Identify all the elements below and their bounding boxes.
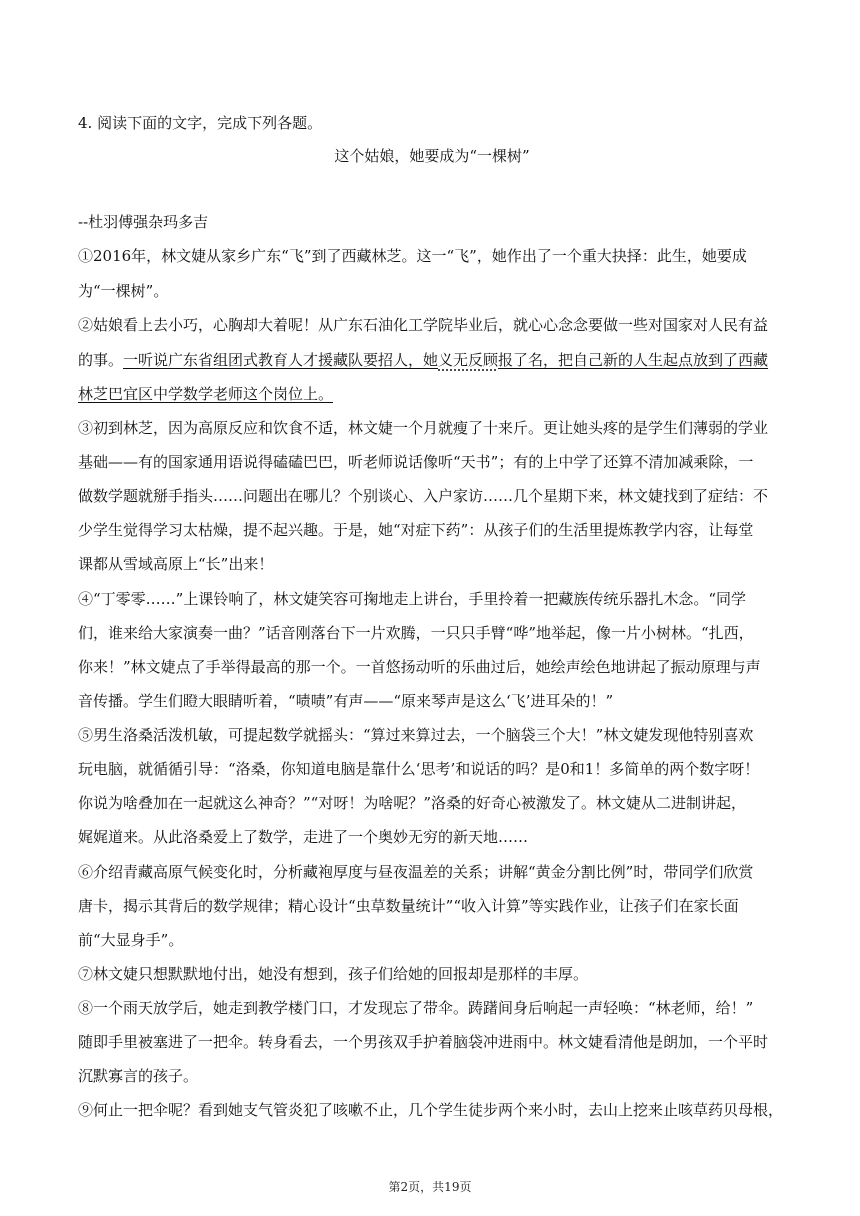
- article-author: --杜羽傅强杂玛多吉: [78, 213, 209, 231]
- paragraph-line: ⑧一个雨天放学后，她走到教学楼门口，才发现忘了带伞。踌躇间身后响起一声轻唤：“林老师，给！”: [78, 999, 754, 1017]
- underlined-text: 一听说广东省组团式教育人才援藏队要招人，她: [123, 351, 439, 369]
- paragraph-line: 玩电脑，就循循引导：“洛桑，你知道电脑是靠什么‘思考’和说话的吗？是0和1！多简单的两个数字呀！: [78, 760, 760, 778]
- paragraph-line: ⑨何止一把伞呢？看到她支气管炎犯了咳嗽不止，几个学生徒步两个来小时，去山上挖来止咳草药贝母根，: [78, 1101, 784, 1119]
- article-title: 这个姑娘，她要成为“一棵树”: [334, 147, 530, 165]
- paragraph-line: 们，谁来给大家演奏一曲？”话音刚落台下一片欢腾，一只只手臂“哗”地举起，像一片小树林。“扎西，: [78, 624, 754, 642]
- paragraph-line: 唐卡，揭示其背后的数学规律；精心设计“虫草数量统计”“收入计算”等实践作业，让孩子们在家长面: [78, 897, 739, 915]
- paragraph-line: 沉默寡言的孩子。: [78, 1067, 199, 1085]
- paragraph-line: ②姑娘看上去小巧，心胸却大着呢！从广东石油化工学院毕业后，就心心念念要做一些对国家对人民有益: [78, 316, 769, 334]
- paragraph-line: 娓娓道来。从此洛桑爱上了数学，走进了一个奥妙无穷的新天地……: [78, 828, 529, 846]
- paragraph-line: ③初到林芝，因为高原反应和饮食不适，林文婕一个月就瘦了十来斤。更让她头疼的是学生们薄弱的学业: [78, 419, 769, 437]
- paragraph-line: ①2016年，林文婕从家乡广东“飞”到了西藏林芝。这一“飞”，她作出了一个重大抉择：此生，她要成: [78, 247, 747, 265]
- paragraph-line: ⑥介绍青藏高原气候变化时，分析藏袍厚度与昼夜温差的关系；讲解“黄金分割比例”时，带同学们欣赏: [78, 863, 754, 881]
- question-heading: 4. 阅读下面的文字，完成下列各题。: [78, 114, 323, 132]
- paragraph-line: 课都从雪域高原上“长”出来！: [78, 555, 274, 573]
- paragraph-line: 你说为啥叠加在一起就这么神奇？”“对呀！为啥呢？”洛桑的好奇心被激发了。林文婕从二进制讲起，: [78, 794, 747, 812]
- paragraph-line: 随即手里被塞进了一把伞。转身看去，一个男孩双手护着脑袋冲进雨中。林文婕看清他是朗加，一个平时: [78, 1033, 769, 1051]
- paragraph-line-underlined: [78, 350, 786, 370]
- paragraph-line: ⑤男生洛桑活泼机敏，可提起数学就摇头：“算过来算过去，一个脑袋三个大！”林文婕发现他特别喜欢: [78, 726, 754, 744]
- paragraph-line: 音传播。学生们瞪大眼睛听着，“啧啧”有声——“原来琴声是这么‘飞’进耳朵的！”: [78, 692, 614, 710]
- page-footer: 第2页，共19页: [388, 1180, 472, 1194]
- paragraph-line: 少学生觉得学习太枯燥，提不起兴趣。于是，她“对症下药”：从孩子们的生活里提炼教学内容，让每堂: [78, 521, 754, 539]
- underlined-text: 报了名，把自己新的人生起点放到了西藏: [498, 351, 769, 369]
- dotted-emphasis-text: 义无反顾: [438, 351, 499, 369]
- paragraph-line: 基础——有的国家通用语说得磕磕巴巴，听老师说话像听“天书”；有的上中学了还算不清加减乘除，一: [78, 453, 754, 471]
- line-prefix: 的事。: [78, 351, 124, 369]
- paragraph-line-underlined: [78, 384, 786, 404]
- paragraph-line: 你来！”林文婕点了手举得最高的那一个。一首悠扬动听的乐曲过后，她绘声绘色地讲起了振动原理与声: [78, 658, 761, 676]
- paragraph-line: ⑦林文婕只想默默地付出，她没有想到，孩子们给她的回报却是那样的丰厚。: [78, 965, 589, 983]
- paragraph-line: 做数学题就掰手指头……问题出在哪儿？个别谈心、入户家访……几个星期下来，林文婕找到了症结：不: [78, 487, 769, 505]
- underlined-text: 林芝巴宜区中学数学老师这个岗位上。: [78, 385, 334, 403]
- paragraph-line: ④“丁零零……”上课铃响了，林文婕笑容可掬地走上讲台，手里拎着一把藏族传统乐器扎木念。“同学: [78, 590, 747, 608]
- paragraph-line: 前“大显身手”。: [78, 931, 184, 949]
- paragraph-line: 为“一棵树”。: [78, 282, 169, 300]
